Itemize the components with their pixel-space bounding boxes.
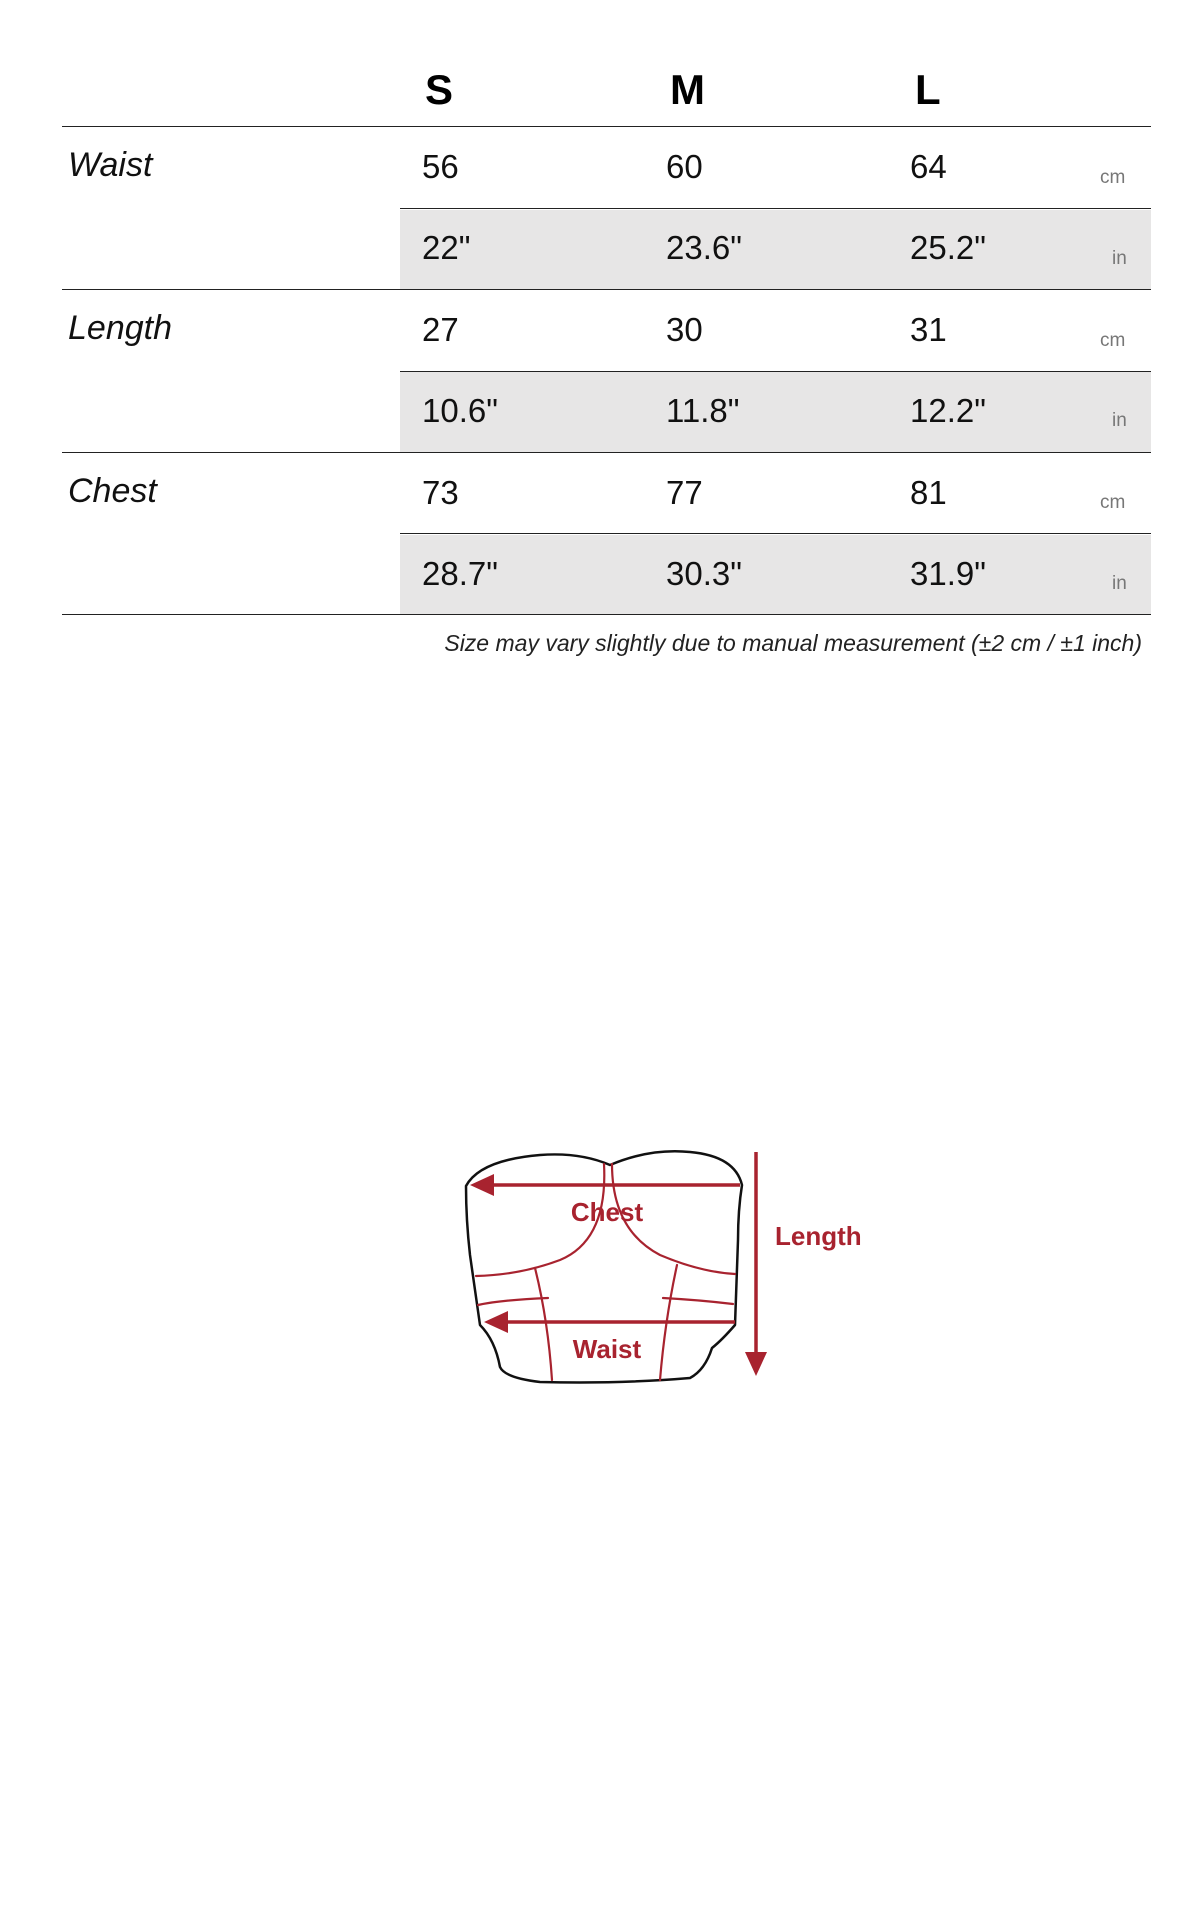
chest-l-cm: 81 [910,474,947,511]
waist-s-cm: 56 [422,148,459,185]
length-m-in: 11.8" [666,392,740,429]
length-arrow [745,1152,767,1376]
chest-m-cm: 77 [666,474,703,511]
length-l-cm: 31 [910,311,947,348]
length-m-cm: 30 [666,311,703,348]
size-header-l: L [915,66,941,113]
length-label: Length [68,309,172,347]
length-s-cm: 27 [422,311,459,348]
waist-label: Waist [68,146,153,184]
size-header-s: S [425,66,454,113]
waist-m-cm: 60 [666,148,703,185]
measurement-note: Size may vary slightly due to manual measurement (±2 cm / ±1 inch) [444,630,1142,656]
chest-cm-unit: cm [1100,492,1126,513]
waist-cm-unit: cm [1100,167,1126,188]
waist-in-unit: in [1112,248,1127,269]
length-in-unit: in [1112,410,1127,431]
chest-diagram-label: Chest [570,1197,644,1227]
length-s-in: 10.6" [422,392,498,429]
length-l-in: 12.2" [910,392,986,429]
chest-m-in: 30.3" [666,555,742,592]
waist-m-in: 23.6" [666,229,742,266]
length-cm-unit: cm [1100,330,1126,351]
size-header-m: M [670,66,705,113]
waist-s-in: 22" [422,229,471,266]
waist-l-cm: 64 [910,148,947,185]
waist-arrow [484,1311,735,1333]
chest-in-unit: in [1112,573,1127,594]
waist-diagram-label: Waist [572,1334,642,1364]
waist-l-in: 25.2" [910,229,986,266]
chest-label: Chest [68,472,157,510]
chest-s-cm: 73 [422,474,459,511]
chest-l-in: 31.9" [910,555,986,592]
chest-s-in: 28.7" [422,555,498,592]
length-diagram-label: Length [775,1221,862,1251]
